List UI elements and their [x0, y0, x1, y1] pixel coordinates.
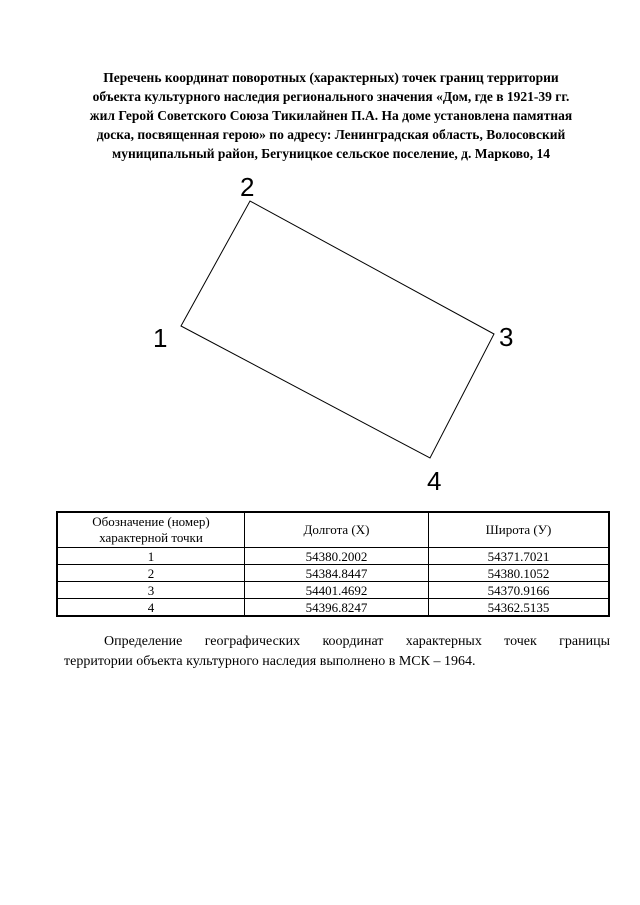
cell-point-number: 3 — [57, 582, 245, 599]
point-label-4: 4 — [427, 466, 442, 496]
cell-longitude: 54396.8247 — [245, 599, 429, 617]
cell-longitude: 54380.2002 — [245, 548, 429, 565]
cell-latitude: 54362.5135 — [428, 599, 609, 617]
cell-point-number: 1 — [57, 548, 245, 565]
title-line: жил Герой Советского Союза Тикилайнен П.А. На доме установлена памятная — [89, 108, 573, 123]
title-line: объекта культурного наследия регионального значения «Дом, где в 1921-39 гг. — [92, 89, 570, 104]
boundary-diagram — [0, 160, 640, 500]
note-word: географических — [204, 634, 301, 649]
note-line-2: территории объекта культурного наследия выполнено в МСК – 1964. — [64, 654, 476, 669]
header-point-number: Обозначение (номер) характерной точки — [57, 512, 245, 548]
note-word: точек — [504, 634, 537, 649]
header-latitude: Широта (У) — [428, 512, 609, 548]
cell-point-number: 4 — [57, 599, 245, 617]
cell-latitude: 54371.7021 — [428, 548, 609, 565]
note-word: Определение — [104, 634, 183, 649]
table-row — [57, 599, 609, 617]
cell-latitude: 54380.1052 — [428, 565, 609, 582]
territory-boundary-polygon — [181, 201, 494, 458]
header-longitude: Долгота (X) — [245, 512, 429, 548]
note-word: границы — [559, 634, 610, 649]
table-row — [57, 548, 609, 565]
title-line: Перечень координат поворотных (характерных) точек границ территории — [103, 70, 559, 85]
cell-longitude: 54401.4692 — [245, 582, 429, 599]
title-line: доска, посвященная герою» по адресу: Ленинградская область, Волосовский — [96, 127, 566, 142]
table-header-row — [57, 512, 609, 548]
title-line: муниципальный район, Бегуницкое сельское поселение, д. Марково, 14 — [112, 146, 550, 161]
note-word: координат — [322, 634, 384, 649]
cell-latitude: 54370.9166 — [428, 582, 609, 599]
document-title — [40, 68, 622, 163]
table-row — [57, 582, 609, 599]
note-word: характерных — [405, 634, 482, 649]
point-label-3: 3 — [499, 322, 514, 352]
coordinates-table — [56, 511, 610, 617]
cell-longitude: 54384.8447 — [245, 565, 429, 582]
cell-point-number: 2 — [57, 565, 245, 582]
point-label-2: 2 — [240, 172, 255, 202]
point-label-1: 1 — [153, 323, 168, 353]
table-row — [57, 565, 609, 582]
note-line-1 — [64, 632, 610, 652]
coordinate-system-note — [64, 632, 610, 672]
